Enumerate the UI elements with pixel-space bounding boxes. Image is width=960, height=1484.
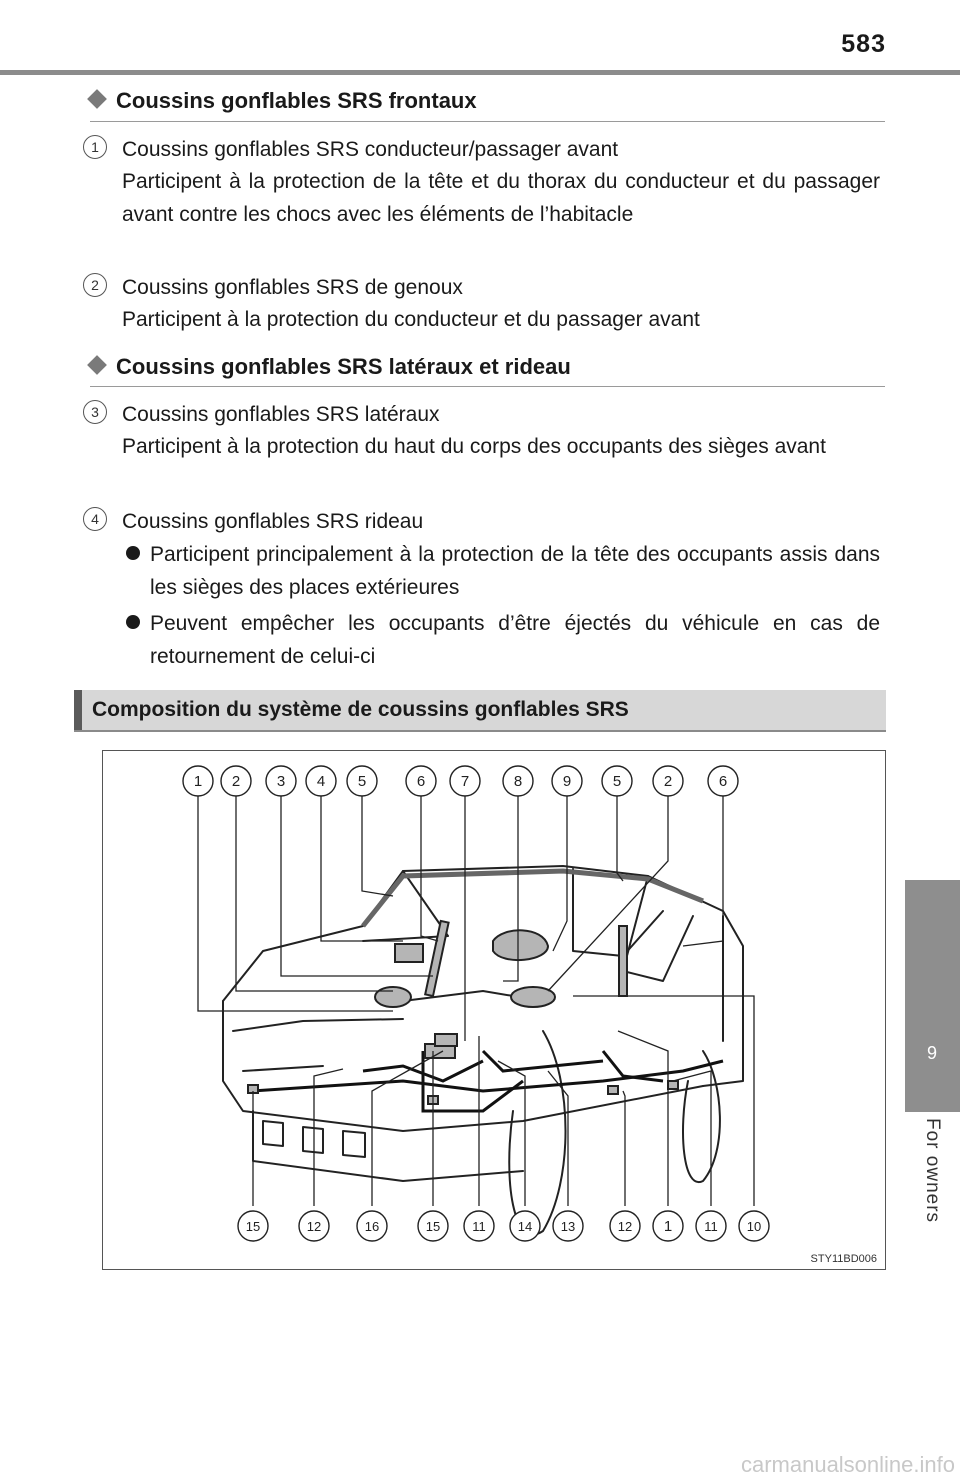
chapter-label-text: For owners [922, 1118, 943, 1224]
section-bar [74, 690, 886, 732]
driver-airbag-module [395, 944, 423, 962]
leader-lines [198, 796, 754, 1206]
chapter-tab [905, 880, 960, 1112]
section-heading-text: Coussins gonflables SRS latéraux et rideau [116, 354, 571, 379]
chapter-label [918, 1118, 948, 1248]
top-callout-label-10: 5 [612, 773, 622, 790]
bottom-callout-label-11: 10 [746, 1219, 762, 1234]
section-bar-accent [74, 690, 82, 730]
side-sensor-right [608, 1086, 618, 1094]
knee-airbag-left [375, 987, 411, 1007]
bullet-item [126, 538, 880, 604]
item-number-3: 3 [83, 400, 107, 424]
bottom-callout-label-1: 15 [245, 1219, 261, 1234]
side-sensor-left [668, 1081, 678, 1089]
top-callout-label-12: 6 [718, 773, 728, 790]
airbag-layout-diagram [102, 750, 886, 1270]
watermark: carmanualsonline.info [740, 1452, 955, 1477]
side-airbag-left [425, 921, 448, 996]
diamond-bullet-icon [87, 89, 107, 109]
side-airbag-right [619, 926, 627, 996]
top-callout-label-6: 6 [416, 773, 426, 790]
bottom-callout-label-3: 16 [364, 1219, 380, 1234]
bullet-dot-icon [126, 615, 140, 629]
figure-code: STY11BD006 [810, 1253, 877, 1265]
bottom-callout-label-10: 11 [704, 1219, 718, 1234]
item-description: Participent à la protection de la tête et du thorax du conducteur et du passager avant contre les chocs avec les éléments de l’habitacle [122, 170, 880, 226]
airbag-components [248, 921, 678, 1104]
bottom-callout-label-7: 13 [560, 1219, 576, 1234]
page-number: 583 [841, 30, 886, 58]
bullet-item [126, 607, 880, 673]
item-description: Participent à la protection du conducteur et du passager avant [122, 308, 700, 331]
top-callout-label-11: 2 [663, 773, 673, 790]
bullet-dot-icon [126, 546, 140, 560]
top-callout-label-7: 7 [460, 773, 470, 790]
section-heading-side-curtain [90, 354, 571, 380]
top-callout-label-8: 8 [513, 773, 523, 790]
front-sensor [435, 1034, 457, 1046]
bottom-callout-label-8: 12 [617, 1219, 633, 1234]
bullet-text: Peuvent empêcher les occupants d’être éjectés du véhicule en cas de retournement de celui-ci [150, 612, 880, 668]
item-description: Participent à la protection du haut du corps des occupants des sièges avant [122, 435, 826, 458]
top-callout-label-5: 5 [357, 773, 367, 790]
passenger-airbag [493, 930, 548, 960]
item-title: Coussins gonflables SRS rideau [122, 510, 424, 533]
diamond-bullet-icon [87, 355, 107, 375]
item-number-4: 4 [83, 507, 107, 531]
header-rule [0, 70, 960, 75]
bottom-callout-label-9: 1 [663, 1218, 673, 1235]
truck-illustration [103, 751, 887, 1271]
top-callout-group [183, 766, 738, 796]
bottom-callout-label-2: 12 [306, 1219, 322, 1234]
bottom-callout-label-5: 11 [472, 1219, 486, 1234]
section-bar-title: Composition du système de coussins gonflables SRS [92, 698, 629, 721]
top-callout-label-9: 9 [562, 773, 572, 790]
bottom-callout-label-6: 14 [517, 1219, 533, 1234]
top-callout-label-4: 4 [316, 773, 326, 790]
top-callout-label-3: 3 [276, 773, 286, 790]
heading-rule [90, 386, 885, 387]
item-number-1: 1 [83, 135, 107, 159]
heading-rule [90, 121, 885, 122]
section-heading-text: Coussins gonflables SRS frontaux [116, 88, 477, 113]
chapter-number: 9 [926, 1043, 937, 1063]
wiring-harness [253, 1051, 723, 1111]
bottom-callout-group [238, 1211, 769, 1241]
item-title: Coussins gonflables SRS de genoux [122, 276, 463, 299]
bullet-text: Participent principalement à la protection de la tête des occupants assis dans les sièges des places extérieures [150, 543, 880, 599]
top-callout-label-2: 2 [231, 773, 241, 790]
item-title: Coussins gonflables SRS latéraux [122, 403, 440, 426]
bottom-callout-label-4: 15 [425, 1219, 441, 1234]
item-title: Coussins gonflables SRS conducteur/passager avant [122, 138, 619, 161]
top-callout-label-1: 1 [193, 773, 203, 790]
item-number-2: 2 [83, 273, 107, 297]
section-heading-frontal [90, 88, 477, 114]
